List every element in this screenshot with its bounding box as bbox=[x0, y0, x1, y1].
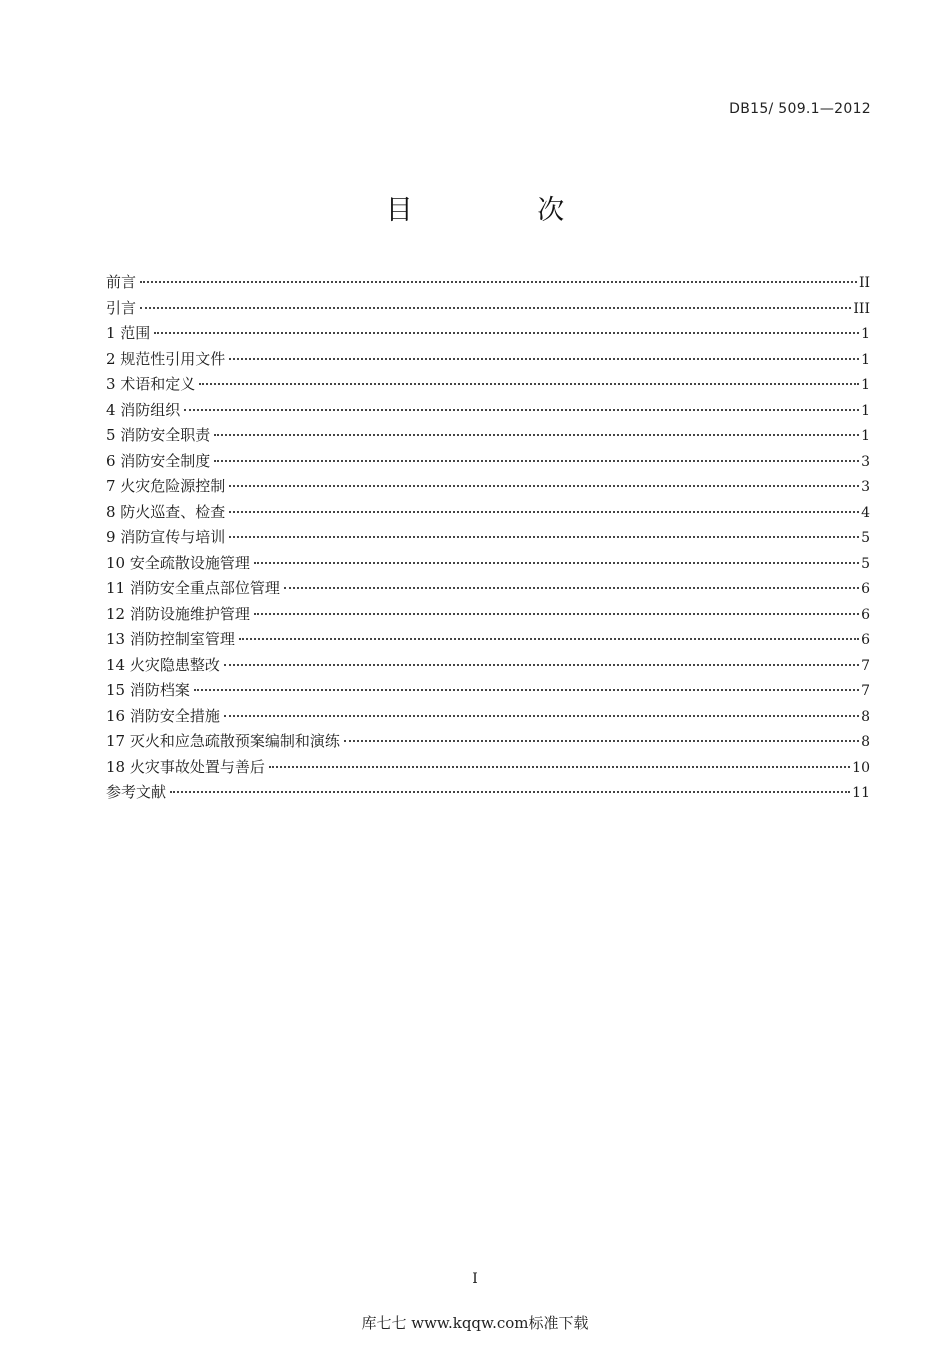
toc-entry[interactable] bbox=[106, 449, 870, 475]
toc-entry-label: 11 消防安全重点部位管理 bbox=[106, 579, 280, 597]
toc-entry-label: 14 火灾隐患整改 bbox=[106, 655, 220, 674]
toc-entry-page: 11 bbox=[852, 785, 870, 801]
toc-entry[interactable] bbox=[106, 372, 870, 398]
toc-title: 目 次 bbox=[385, 195, 623, 226]
toc-dot-leader bbox=[224, 715, 859, 717]
toc-entry-page: 3 bbox=[861, 453, 870, 470]
toc-entry[interactable] bbox=[106, 423, 870, 449]
toc-dot-leader bbox=[184, 409, 859, 411]
toc-entry-page: 4 bbox=[861, 504, 870, 521]
table-of-contents bbox=[106, 270, 870, 806]
toc-entry[interactable] bbox=[106, 576, 870, 602]
toc-entry-label: 13 消防控制室管理 bbox=[106, 630, 235, 648]
toc-dot-leader bbox=[154, 332, 859, 334]
toc-entry[interactable] bbox=[106, 653, 870, 679]
toc-dot-leader bbox=[214, 460, 859, 462]
toc-entry-page: 8 bbox=[861, 708, 870, 725]
toc-entry[interactable] bbox=[106, 551, 870, 577]
toc-entry-label: 6 消防安全制度 bbox=[106, 451, 211, 470]
toc-entry-page: 1 bbox=[861, 377, 870, 393]
toc-entry[interactable] bbox=[106, 729, 870, 755]
toc-entry[interactable] bbox=[106, 755, 870, 781]
toc-entry-label: 5 消防安全职责 bbox=[106, 426, 211, 444]
toc-entry[interactable] bbox=[106, 627, 870, 653]
toc-entry-label: 9 消防宣传与培训 bbox=[106, 528, 226, 546]
toc-dot-leader bbox=[199, 383, 859, 385]
toc-entry[interactable] bbox=[106, 678, 870, 704]
toc-dot-leader bbox=[140, 307, 851, 309]
toc-dot-leader bbox=[254, 613, 859, 615]
toc-entry-page: 1 bbox=[861, 428, 870, 444]
toc-entry-page: 8 bbox=[861, 734, 870, 750]
toc-entry-page: 5 bbox=[861, 530, 870, 546]
toc-entry[interactable] bbox=[106, 525, 870, 551]
document-code: DB15/ 509.1—2012 bbox=[729, 101, 871, 117]
toc-dot-leader bbox=[229, 358, 859, 360]
toc-entry-page: 3 bbox=[861, 479, 870, 495]
toc-entry-page: 5 bbox=[861, 555, 870, 572]
toc-entry-label: 参考文献 bbox=[106, 783, 167, 801]
toc-entry-label: 8 防火巡查、检查 bbox=[106, 502, 226, 521]
toc-entry-label: 4 消防组织 bbox=[106, 400, 181, 419]
toc-entry[interactable] bbox=[106, 347, 870, 373]
toc-entry-page: 7 bbox=[861, 657, 870, 674]
toc-dot-leader bbox=[140, 281, 857, 283]
toc-entry-page: 6 bbox=[861, 606, 870, 623]
toc-dot-leader bbox=[224, 664, 859, 666]
toc-entry[interactable] bbox=[106, 474, 870, 500]
toc-entry[interactable] bbox=[106, 321, 870, 347]
toc-entry-page: 1 bbox=[861, 326, 870, 342]
toc-entry-label: 前言 bbox=[106, 273, 137, 291]
toc-entry-page: II bbox=[858, 275, 870, 291]
toc-entry-page: 10 bbox=[852, 759, 870, 776]
footer-watermark: 库七七 www.kqqw.com标准下载 bbox=[361, 1314, 589, 1332]
toc-dot-leader bbox=[229, 536, 859, 538]
toc-entry-label: 2 规范性引用文件 bbox=[106, 349, 226, 368]
toc-entry[interactable] bbox=[106, 296, 870, 322]
toc-entry-page: 6 bbox=[861, 581, 870, 597]
toc-dot-leader bbox=[269, 766, 850, 768]
toc-entry-page: 1 bbox=[861, 402, 870, 419]
toc-entry[interactable] bbox=[106, 270, 870, 296]
toc-entry[interactable] bbox=[106, 602, 870, 628]
toc-entry-label: 18 火灾事故处置与善后 bbox=[106, 757, 265, 776]
toc-entry-label: 1 范围 bbox=[106, 324, 151, 342]
toc-entry-label: 17 灭火和应急疏散预案编制和演练 bbox=[106, 732, 340, 750]
toc-dot-leader bbox=[239, 638, 859, 640]
toc-entry-label: 10 安全疏散设施管理 bbox=[106, 553, 250, 572]
toc-entry-label: 3 术语和定义 bbox=[106, 375, 196, 393]
toc-entry[interactable] bbox=[106, 398, 870, 424]
toc-entry-label: 16 消防安全措施 bbox=[106, 706, 220, 725]
toc-entry-page: 1 bbox=[861, 351, 870, 368]
toc-dot-leader bbox=[170, 791, 850, 793]
toc-dot-leader bbox=[194, 689, 859, 691]
toc-entry[interactable] bbox=[106, 500, 870, 526]
toc-entry-page: 7 bbox=[861, 683, 870, 699]
toc-dot-leader bbox=[229, 485, 859, 487]
toc-entry-label: 7 火灾危险源控制 bbox=[106, 477, 226, 495]
toc-dot-leader bbox=[254, 562, 859, 564]
toc-entry[interactable] bbox=[106, 780, 870, 806]
toc-entry[interactable] bbox=[106, 704, 870, 730]
page-number: I bbox=[472, 1271, 478, 1287]
toc-entry-label: 12 消防设施维护管理 bbox=[106, 604, 250, 623]
toc-dot-leader bbox=[344, 740, 859, 742]
toc-entry-page: 6 bbox=[861, 632, 870, 648]
toc-entry-page: III bbox=[853, 300, 870, 317]
toc-dot-leader bbox=[284, 587, 859, 589]
toc-dot-leader bbox=[229, 511, 859, 513]
toc-entry-label: 引言 bbox=[106, 298, 137, 317]
toc-entry-label: 15 消防档案 bbox=[106, 681, 190, 699]
toc-dot-leader bbox=[214, 434, 859, 436]
